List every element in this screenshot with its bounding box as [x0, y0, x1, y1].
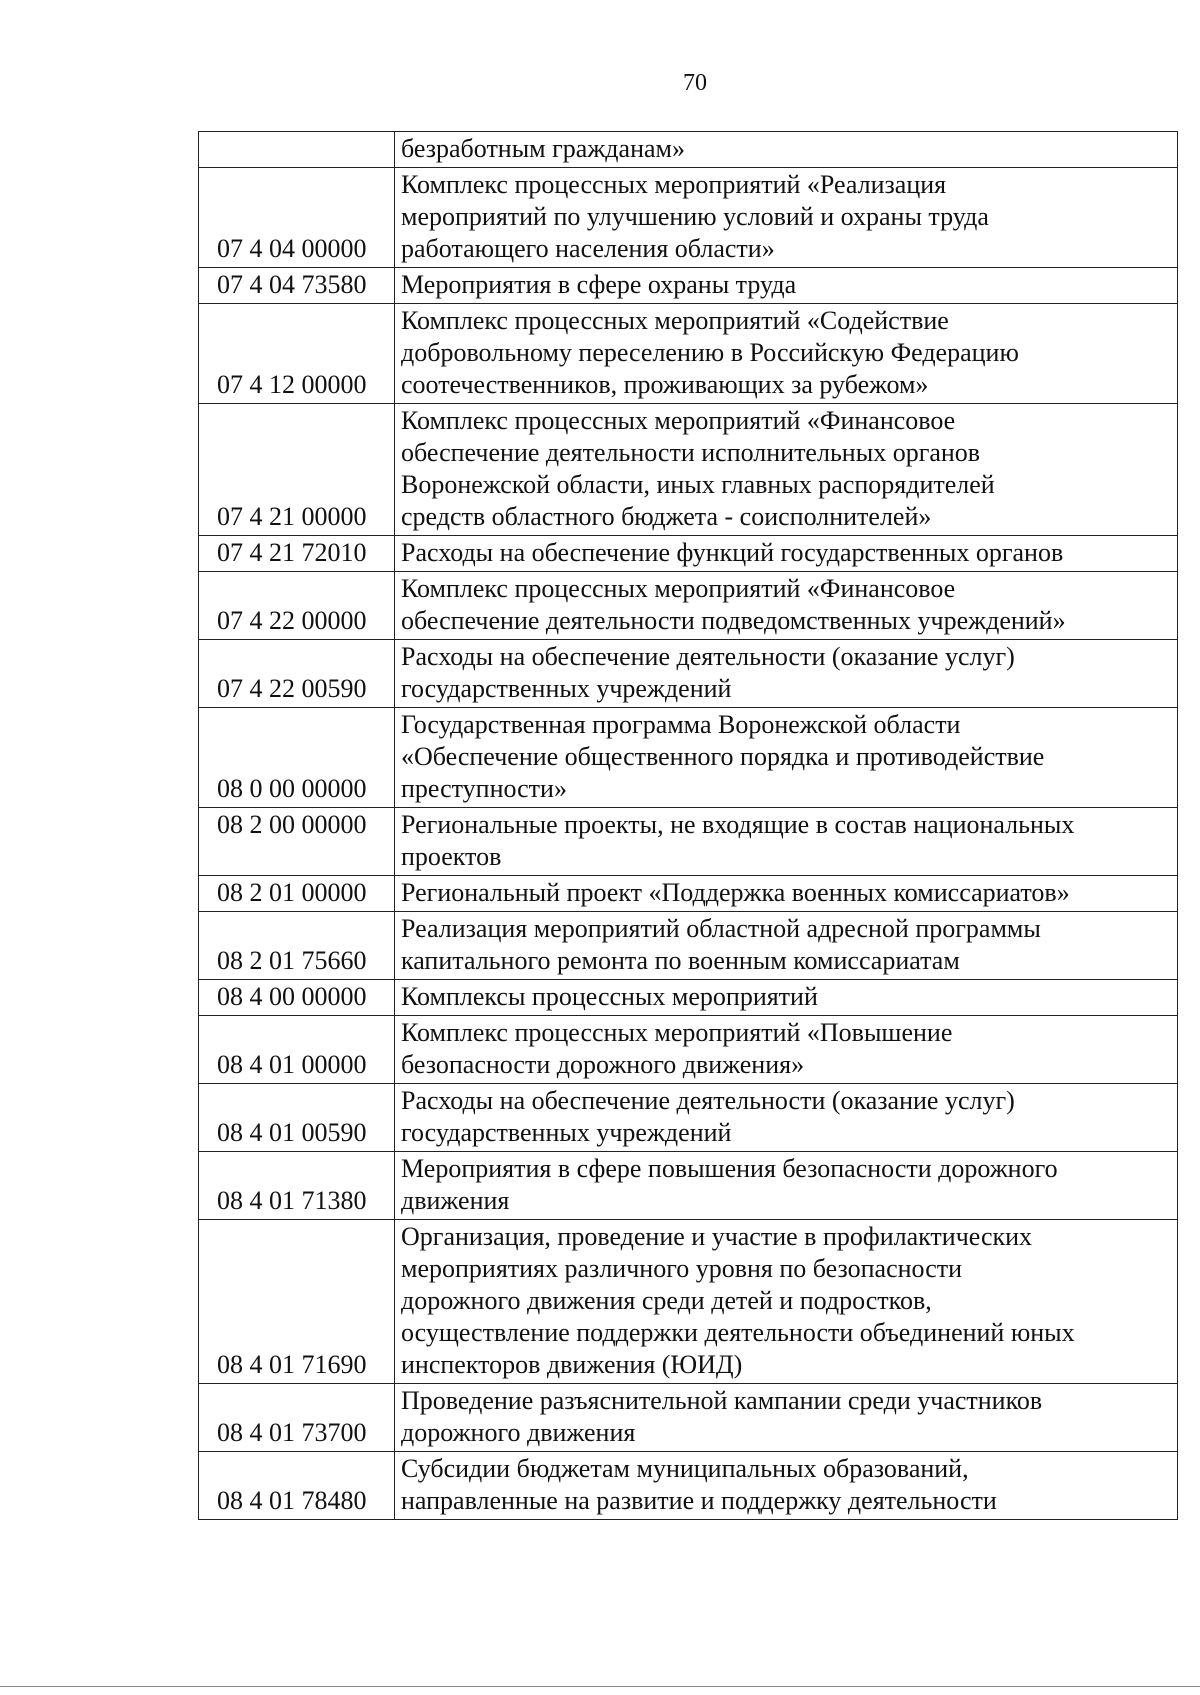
budget-code-cell: 08 0 00 00000: [199, 708, 395, 808]
budget-code-cell: 08 2 01 00000: [199, 876, 395, 912]
description-cell: [395, 132, 1178, 168]
description-line: обеспечение деятельности подведомственных учреждений»: [401, 606, 1066, 635]
budget-code-cell: [199, 132, 395, 168]
budget-code-cell: 07 4 12 00000: [199, 304, 395, 404]
description-line: мероприятий по улучшению условий и охраны труда: [401, 202, 989, 231]
table-row: [199, 708, 1178, 808]
description-line: дорожного движения: [401, 1418, 636, 1447]
table-row: [199, 1016, 1178, 1084]
table-row: [199, 1084, 1178, 1152]
table-row: [199, 640, 1178, 708]
budget-code-cell: 08 4 01 78480: [199, 1452, 395, 1520]
description-line: Комплекс процессных мероприятий «Реализация: [401, 170, 947, 199]
description-line: направленные на развитие и поддержку деятельности: [401, 1486, 997, 1515]
description-cell: [395, 876, 1178, 912]
description-cell: [395, 404, 1178, 536]
description-line: осуществление поддержки деятельности объединений юных: [401, 1318, 1075, 1347]
table-row: [199, 404, 1178, 536]
description-line: движения: [401, 1186, 510, 1215]
description-line: капитального ремонта по военным комиссариатам: [401, 946, 960, 975]
budget-code-cell: 08 4 01 71380: [199, 1152, 395, 1220]
budget-code-cell: 08 4 01 73700: [199, 1384, 395, 1452]
description-line: Воронежской области, иных главных распорядителей: [401, 470, 995, 499]
description-line: Субсидии бюджетам муниципальных образований,: [401, 1454, 969, 1483]
description-line: Комплекс процессных мероприятий «Содействие: [401, 306, 949, 335]
description-cell: [395, 536, 1178, 572]
table-row: [199, 572, 1178, 640]
description-line: безработным гражданам»: [401, 134, 685, 163]
description-cell: [395, 1384, 1178, 1452]
description-line: Комплексы процессных мероприятий: [401, 982, 818, 1011]
description-line: инспекторов движения (ЮИД): [401, 1350, 743, 1379]
description-cell: [395, 1152, 1178, 1220]
description-line: Организация, проведение и участие в профилактических: [401, 1222, 1033, 1251]
description-line: Региональный проект «Поддержка военных комиссариатов»: [401, 878, 1070, 907]
description-cell: [395, 912, 1178, 980]
budget-code-cell: 08 4 01 71690: [199, 1220, 395, 1384]
description-line: соотечественников, проживающих за рубежом»: [401, 370, 929, 399]
description-cell: [395, 640, 1178, 708]
table-row: [199, 132, 1178, 168]
description-line: Комплекс процессных мероприятий «Финансовое: [401, 574, 956, 603]
description-line: Мероприятия в сфере повышения безопасности дорожного: [401, 1154, 1058, 1183]
page-bottom-divider: [0, 1686, 1200, 1687]
budget-code-cell: 07 4 04 00000: [199, 168, 395, 268]
description-line: средств областного бюджета - соисполнителей»: [401, 502, 932, 531]
budget-code-cell: 08 2 00 00000: [199, 808, 395, 876]
description-cell: [395, 304, 1178, 404]
description-line: Комплекс процессных мероприятий «Финансовое: [401, 406, 956, 435]
description-line: преступности»: [401, 774, 567, 803]
table-row: [199, 876, 1178, 912]
budget-code-cell: 08 4 00 00000: [199, 980, 395, 1016]
table-row: [199, 1452, 1178, 1520]
description-line: проектов: [401, 842, 502, 871]
table-row: [199, 168, 1178, 268]
description-cell: [395, 168, 1178, 268]
budget-code-cell: 07 4 04 73580: [199, 268, 395, 304]
table-row: [199, 1384, 1178, 1452]
description-cell: [395, 1452, 1178, 1520]
description-line: добровольному переселению в Российскую Федерацию: [401, 338, 1019, 367]
description-line: обеспечение деятельности исполнительных органов: [401, 438, 981, 467]
description-line: Государственная программа Воронежской области: [401, 710, 961, 739]
table-row: [199, 912, 1178, 980]
table-row: [199, 268, 1178, 304]
page-number: 70: [683, 70, 707, 96]
description-cell: [395, 808, 1178, 876]
budget-code-cell: 08 2 01 75660: [199, 912, 395, 980]
description-cell: [395, 268, 1178, 304]
description-line: государственных учреждений: [401, 674, 732, 703]
description-cell: [395, 1084, 1178, 1152]
description-cell: [395, 1016, 1178, 1084]
description-cell: [395, 708, 1178, 808]
description-line: Расходы на обеспечение деятельности (оказание услуг): [401, 642, 1015, 671]
description-line: Региональные проекты, не входящие в состав национальных: [401, 810, 1075, 839]
description-line: государственных учреждений: [401, 1118, 732, 1147]
description-line: Проведение разъяснительной кампании среди участников: [401, 1386, 1043, 1415]
table-row: [199, 1220, 1178, 1384]
description-line: «Обеспечение общественного порядка и противодействие: [401, 742, 1045, 771]
description-cell: [395, 572, 1178, 640]
table-row: [199, 808, 1178, 876]
budget-code-cell: 07 4 22 00000: [199, 572, 395, 640]
budget-code-cell: 08 4 01 00590: [199, 1084, 395, 1152]
description-line: мероприятиях различного уровня по безопасности: [401, 1254, 963, 1283]
description-line: дорожного движения среди детей и подростков,: [401, 1286, 932, 1315]
budget-code-cell: 07 4 22 00590: [199, 640, 395, 708]
table-row: [199, 536, 1178, 572]
description-line: безопасности дорожного движения»: [401, 1050, 805, 1079]
description-line: Расходы на обеспечение деятельности (оказание услуг): [401, 1086, 1015, 1115]
description-line: Комплекс процессных мероприятий «Повышение: [401, 1018, 953, 1047]
budget-code-cell: 07 4 21 72010: [199, 536, 395, 572]
table-row: [199, 980, 1178, 1016]
table-row: [199, 304, 1178, 404]
description-line: Реализация мероприятий областной адресной программы: [401, 914, 1041, 943]
budget-code-cell: 07 4 21 00000: [199, 404, 395, 536]
table-row: [199, 1152, 1178, 1220]
description-line: работающего населения области»: [401, 234, 775, 263]
description-line: Расходы на обеспечение функций государственных органов: [401, 538, 1064, 567]
table-body: [199, 132, 1178, 1520]
description-line: Мероприятия в сфере охраны труда: [401, 270, 797, 299]
description-cell: [395, 980, 1178, 1016]
budget-classification-table: [198, 131, 1178, 1520]
budget-code-cell: 08 4 01 00000: [199, 1016, 395, 1084]
description-cell: [395, 1220, 1178, 1384]
